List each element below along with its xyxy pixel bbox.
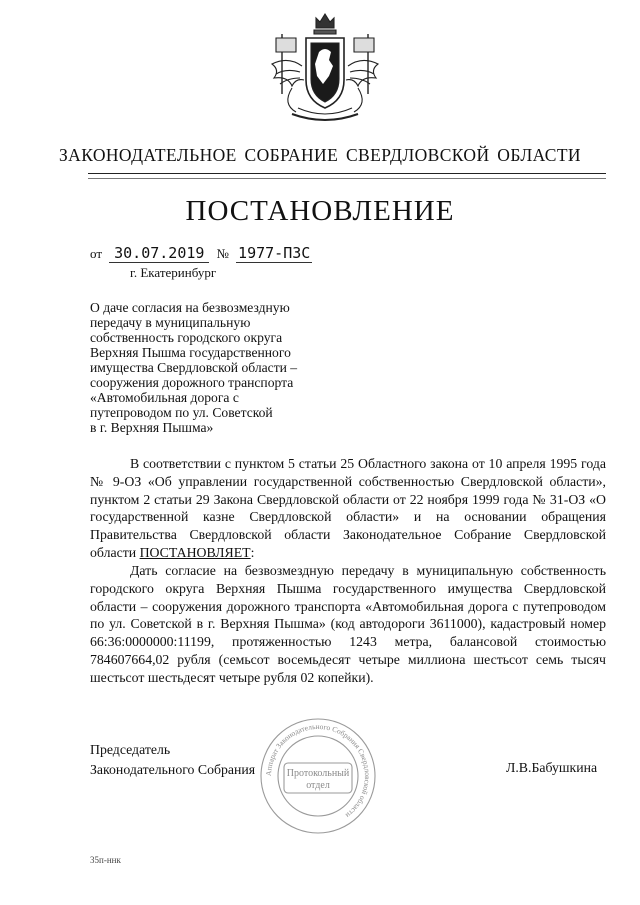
subject-line: Верхняя Пышма государственного	[90, 345, 291, 360]
subject-line: сооружения дорожного транспорта	[90, 375, 294, 390]
signatory-title-line: Законодательного Собрания	[90, 762, 256, 777]
subject-line: О даче согласия на безвозмездную	[90, 300, 290, 315]
preamble-text: В соответствии с пунктом 5 статьи 25 Областного закона от 10 апреля 1995 года № 9-ОЗ «Об управлении государственной собственностью Свердловской области», пунктом 2 статьи 29 Закона Свердловской области от 22 ноября 1999 года № 31-ОЗ «О государственной казне Свердловской области» и на основании обращения Правительства Свердловской области Законодательное Собрание Свердловской области	[90, 456, 606, 560]
city: г. Екатеринбург	[130, 265, 217, 280]
number-prefix: №	[216, 246, 229, 261]
signatory-title	[90, 740, 255, 780]
footer-code: 35п-ннк	[90, 855, 121, 865]
header-rule-thick	[88, 173, 606, 174]
signatory-name: Л.В.Бабушкина	[506, 760, 598, 775]
document-date: 30.07.2019	[109, 244, 209, 263]
subject-line: путепроводом по ул. Советской	[90, 405, 273, 420]
subject-block	[90, 300, 340, 435]
subject-line: в г. Верхняя Пышма»	[90, 420, 214, 435]
document-title: ПОСТАНОВЛЕНИЕ	[185, 195, 455, 227]
document-number: 1977-ПЗС	[238, 244, 311, 262]
header-rule-thin	[88, 178, 606, 179]
signatory-title-line: Председатель	[90, 742, 171, 757]
preamble-paragraph	[90, 455, 606, 562]
date-prefix: от	[90, 246, 103, 261]
subject-line: «Автомобильная дорога с	[90, 390, 239, 405]
office-stamp	[258, 715, 378, 837]
stamp-text-line1: Протокольный	[286, 768, 350, 779]
preamble-end: :	[250, 544, 255, 560]
subject-line: собственность городского округа	[90, 330, 283, 345]
subject-line: передачу в муниципальную	[90, 315, 251, 330]
organization-name: ЗАКОНОДАТЕЛЬНОЕ СОБРАНИЕ СВЕРДЛОВСКОЙ ОБЛАСТИ	[59, 145, 581, 165]
stamp-ring-text: Аппарат Законодательного Собрания Свердловской области	[263, 721, 373, 821]
resolves-keyword: ПОСТАНОВЛЯЕТ	[139, 544, 251, 560]
resolution-paragraph: Дать согласие на безвозмездную передачу в муниципальную собственность городского округа Верхняя Пышма государственного имущества Свердловской области – сооружения дорожного транспорта «Автомобильная дорога с путепроводом по ул. Советской в г. Верхняя Пышма» (код автодороги 3611000), кадастровый номер 66:36:0000000:11199, протяженностью 1243 метра, балансовой стоимостью 784607664,02 рубля (семьсот восемьдесят четыре миллиона шестьсот семь тысяч шестьсот шестьдесят четыре рубля 02 копейки).	[90, 563, 606, 685]
date-number-line	[90, 244, 312, 263]
stamp-text-line2: отдел	[306, 780, 330, 791]
coat-of-arms-emblem	[262, 8, 388, 126]
subject-line: имущества Свердловской области –	[90, 360, 298, 375]
